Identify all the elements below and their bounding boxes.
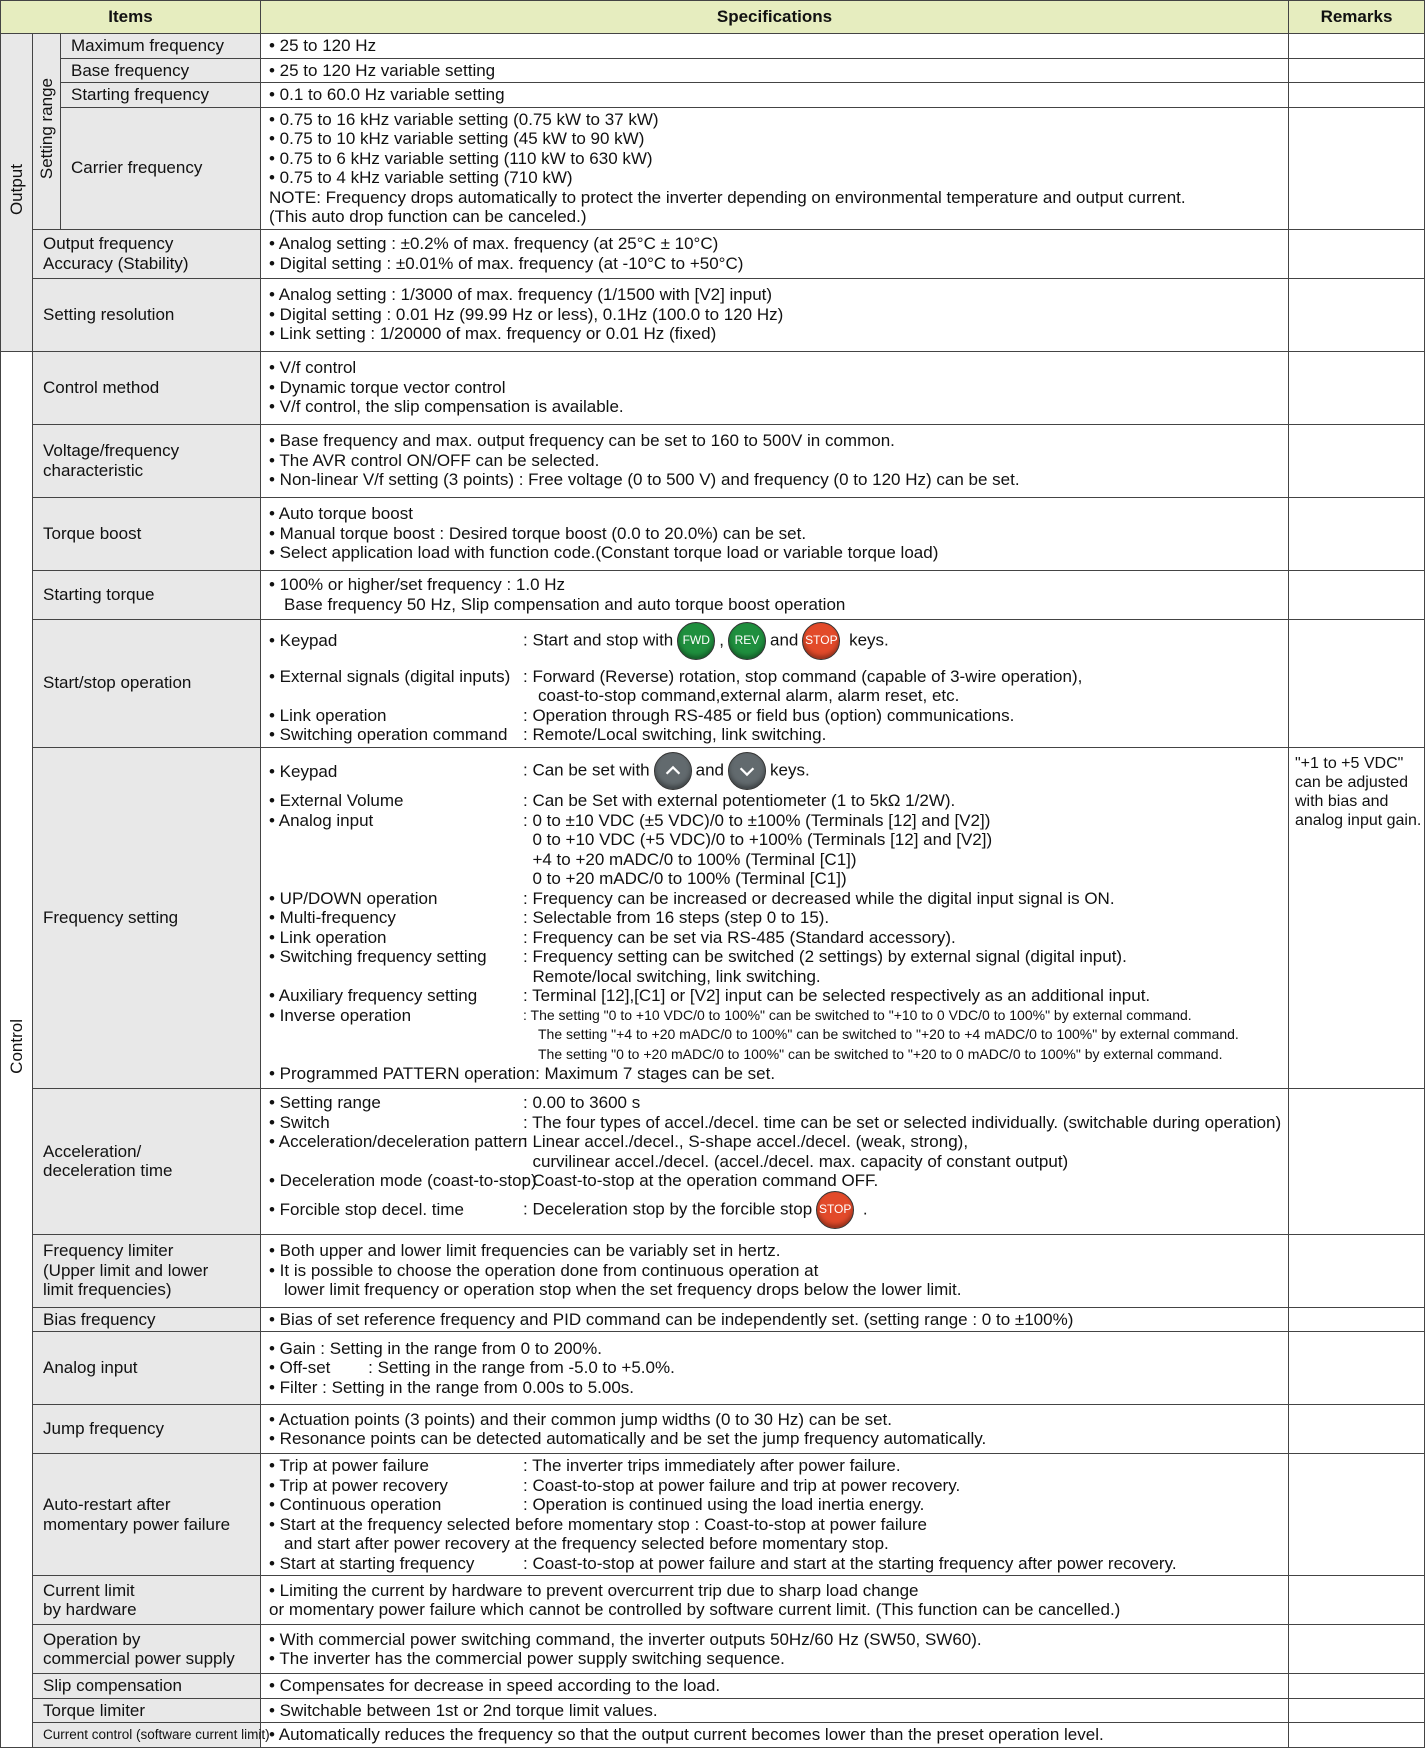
spec-cell: • 100% or higher/set frequency : 1.0 Hz Base frequency 50 Hz, Slip compensation and auto torque boost operation bbox=[261, 570, 1289, 619]
remark-cell: "+1 to +5 VDC" can be adjusted with bias and analog input gain. bbox=[1289, 747, 1425, 1088]
spec-line: • Multi-frequency : Selectable from 16 steps (step 0 to 15). bbox=[269, 908, 830, 928]
spec-cell: • Limiting the current by hardware to prevent overcurrent trip due to sharp load change or momentary power failure which cannot be controlled by software current limit. (This function can be cancelled.) bbox=[261, 1576, 1289, 1625]
table-row bbox=[1, 1405, 1425, 1454]
spec-line: • Auxiliary frequency setting : Terminal [12],[C1] or [V2] input can be selected respectively as an additional input. bbox=[269, 986, 1151, 1006]
down-key-icon bbox=[728, 752, 766, 790]
table-row bbox=[1, 570, 1425, 619]
spec-cell: • 25 to 120 Hz variable setting bbox=[261, 58, 1289, 83]
spec-line: curvilinear accel./decel. (accel./decel. max. capacity of constant output) bbox=[523, 1151, 1069, 1171]
spec-line: • Switching frequency setting : Frequency setting can be switched (2 settings) by external signal (digital input). bbox=[269, 947, 1127, 967]
spec-cell: • Setting range : 0.00 to 3600 s • Switch : The four types of accel./decel. time can be set or selected individually. (switchable during operation) • Acceleration/deceleration pattern : Linear accel./decel., S-shape accel./decel. (weak, strong), curvilinear accel./decel. (accel./decel. max. capacity of constant output) • Deceleration mode (coast-to-stop) : Coast-to-stop at the operation command OFF. • Forcible stop decel. time : Deceleration stop by the forcible stop STOP . bbox=[261, 1088, 1289, 1234]
item-label: Operation by commercial power supply bbox=[33, 1625, 261, 1674]
spec-line: 0 to +20 mADC/0 to 100% (Terminal [C1]) bbox=[523, 869, 847, 889]
spec-cell: • Keypad : Can be set with and keys. • External Volume : Can be Set with external potentiometer (1 to 5kΩ 1/2W). • Analog input : 0 to ±10 VDC (±5 VDC)/0 to ±100% (Terminals [12] and [V2]) 0 to +10 VDC (+5 VDC)/0 to +100% (Terminals [12] and [V2]) +4 to +20 mADC/0 to 100% (Terminal [C1]) 0 to +20 mADC/0 to 100% (Terminal [C1]) • UP/DOWN operation : Frequency can be increased or decreased while the digital input signal is ON. • Multi-frequency : Selectable from 16 steps (step 0 to 15). • Link operation : Frequency can be set via RS-485 (Standard accessory). • Switching frequency setting : Frequency setting can be switched (2 settings) by external signal (digital input). Remote/local switching, link switching. • Auxiliary frequency setting : Terminal [12],[C1] or [V2] input can be selected respectively as an additional input. • Inverse operation : The setting "0 to +10 VDC/0 to 100%" can be switched to "+10 to 0 VDC/0 to 100%" by external command. The setting "+4 to +20 mADC/0 to 100%" can be switched to "+20 to +4 mADC/0 to 100%" by external command. The setting "0 to +20 mADC/0 to 100%" can be switched to "+20 to 0 mADC/0 to 100%" by external command. • Programmed PATTERN operation: Maximum 7 stages can be set. bbox=[261, 747, 1289, 1088]
table-row bbox=[1, 424, 1425, 497]
spec-line: +4 to +20 mADC/0 to 100% (Terminal [C1]) bbox=[523, 849, 857, 869]
spec-line: • Deceleration mode (coast-to-stop) : Coast-to-stop at the operation command OFF. bbox=[269, 1171, 879, 1191]
header-specifications: Specifications bbox=[261, 1, 1289, 34]
spec-cell: • 0.1 to 60.0 Hz variable setting bbox=[261, 83, 1289, 108]
spec-cell: • Analog setting : ±0.2% of max. frequency (at 25°C ± 10°C) • Digital setting : ±0.01% of max. frequency (at -10°C to +50°C) bbox=[261, 229, 1289, 278]
table-row bbox=[1, 34, 1425, 59]
item-label: Jump frequency bbox=[33, 1405, 261, 1454]
spec-cell: • Both upper and lower limit frequencies can be variably set in hertz. • It is possible to choose the operation done from continuous operation at lower limit frequency or operation stop when the set frequency drops below the lower limit. bbox=[261, 1234, 1289, 1307]
table-row bbox=[1, 278, 1425, 351]
spec-cell: • Auto torque boost • Manual torque boost : Desired torque boost (0.0 to 20.0%) can be set. • Select application load with function code.(Constant torque load or variable torque load) bbox=[261, 497, 1289, 570]
item-label: Analog input bbox=[33, 1332, 261, 1405]
group-control: Control bbox=[1, 351, 33, 1747]
stop-key-icon: STOP bbox=[802, 622, 840, 660]
item-label: Torque boost bbox=[33, 497, 261, 570]
spec-line: Remote/local switching, link switching. bbox=[523, 966, 821, 986]
table-row bbox=[1, 1698, 1425, 1723]
table-row bbox=[1, 497, 1425, 570]
spec-line: • Trip at power recovery : Coast-to-stop at power failure and trip at power recovery. bbox=[269, 1475, 961, 1495]
spec-line: 0 to +10 VDC (+5 VDC)/0 to +100% (Terminals [12] and [V2]) bbox=[523, 830, 993, 850]
spec-line: • Continuous operation : Operation is continued using the load inertia energy. bbox=[269, 1495, 925, 1514]
header-row bbox=[1, 1, 1425, 34]
up-key-icon bbox=[654, 752, 692, 790]
spec-cell: • Analog setting : 1/3000 of max. frequency (1/1500 with [V2] input) • Digital setting : 0.01 Hz (99.99 Hz or less), 0.1Hz (100.0 to 120 Hz) • Link setting : 1/20000 of max. frequency or 0.01 Hz (fixed) bbox=[261, 278, 1289, 351]
table-row bbox=[1, 351, 1425, 424]
spec-line: • Trip at power failure : The inverter trips immediately after power failure. bbox=[269, 1456, 901, 1475]
table-row bbox=[1, 107, 1425, 229]
item-label: Setting resolution bbox=[33, 278, 261, 351]
spec-cell: • Compensates for decrease in speed according to the load. bbox=[261, 1674, 1289, 1699]
group-setting-range: Setting range bbox=[33, 34, 61, 230]
spec-line: • Setting range : 0.00 to 3600 s bbox=[269, 1093, 641, 1113]
item-label: Carrier frequency bbox=[61, 107, 261, 229]
item-label: Auto-restart after momentary power failure bbox=[33, 1454, 261, 1576]
spec-cell: • Automatically reduces the frequency so that the output current becomes lower than the preset operation level. bbox=[261, 1723, 1289, 1748]
stop-key-icon: STOP bbox=[816, 1191, 854, 1229]
item-label: Voltage/frequency characteristic bbox=[33, 424, 261, 497]
spec-line: • Acceleration/deceleration pattern : Linear accel./decel., S-shape accel./decel. (weak, strong), bbox=[269, 1132, 969, 1152]
item-label: Starting torque bbox=[33, 570, 261, 619]
spec-cell: • Gain : Setting in the range from 0 to 200%. • Off-set : Setting in the range from -5.0 to +5.0%. • Filter : Setting in the range from 0.00s to 5.00s. bbox=[261, 1332, 1289, 1405]
spec-line: • Link operation : Frequency can be set via RS-485 (Standard accessory). bbox=[269, 927, 956, 947]
table-row bbox=[1, 229, 1425, 278]
table-row bbox=[1, 1674, 1425, 1699]
item-label: Maximum frequency bbox=[61, 34, 261, 59]
table-row bbox=[1, 619, 1425, 747]
item-label: Output frequency Accuracy (Stability) bbox=[33, 229, 261, 278]
item-label: Start/stop operation bbox=[33, 619, 261, 747]
item-label: Slip compensation bbox=[33, 1674, 261, 1699]
spec-line: • External Volume : Can be Set with external potentiometer (1 to 5kΩ 1/2W). bbox=[269, 791, 956, 811]
spec-line: • Switch : The four types of accel./decel. time can be set or selected individually. (switchable during operation) bbox=[269, 1112, 1282, 1132]
spec-cell: • Actuation points (3 points) and their common jump widths (0 to 30 Hz) can be set. • Resonance points can be detected automatically and be set the jump frequency automatically. bbox=[261, 1405, 1289, 1454]
table-row bbox=[1, 58, 1425, 83]
spec-cell: • Trip at power failure : The inverter trips immediately after power failure. • Trip at power recovery : Coast-to-stop at power failure and trip at power recovery. • Continuous operation : Operation is continued using the load inertia energy. • Start at the frequency selected before momentary stop : Coast-to-stop at power failure and start after power recovery at the frequency selected before momentary stop. • Start at starting frequency : Coast-to-stop at power failure and start at the starting frequency after power recovery. bbox=[261, 1454, 1289, 1576]
spec-cell: • Keypad : Start and stop with FWD , REV and STOP keys. • External signals (digital inputs) : Forward (Reverse) rotation, stop command (capable of 3-wire operation), coast-to-stop command,external alarm, alarm reset, etc. • Link operation : Operation through RS-485 or field bus (option) communications. • Switching operation command : Remote/Local switching, link switching. bbox=[261, 619, 1289, 747]
item-label: Acceleration/ deceleration time bbox=[33, 1088, 261, 1234]
table-row bbox=[1, 1307, 1425, 1332]
table-row bbox=[1, 1088, 1425, 1234]
item-label: Base frequency bbox=[61, 58, 261, 83]
item-label: Current limit by hardware bbox=[33, 1576, 261, 1625]
table-row bbox=[1, 83, 1425, 108]
group-output: Output bbox=[1, 34, 33, 352]
table-row bbox=[1, 1625, 1425, 1674]
header-items: Items bbox=[1, 1, 261, 34]
table-row bbox=[1, 1723, 1425, 1748]
header-remarks: Remarks bbox=[1289, 1, 1425, 34]
fwd-key-icon: FWD bbox=[677, 622, 715, 660]
spec-line: • UP/DOWN operation : Frequency can be increased or decreased while the digital input signal is ON. bbox=[269, 888, 1115, 908]
table-row bbox=[1, 1332, 1425, 1405]
spec-line: • Analog input : 0 to ±10 VDC (±5 VDC)/0 to ±100% (Terminals [12] and [V2]) bbox=[269, 810, 991, 830]
spec-cell: • Bias of set reference frequency and PID command can be independently set. (setting range : 0 to ±100%) bbox=[261, 1307, 1289, 1332]
item-label: Torque limiter bbox=[33, 1698, 261, 1723]
spec-cell: • 25 to 120 Hz bbox=[261, 34, 1289, 59]
table-row bbox=[1, 1576, 1425, 1625]
table-row bbox=[1, 1234, 1425, 1307]
item-label: Frequency setting bbox=[33, 747, 261, 1088]
item-label: Starting frequency bbox=[61, 83, 261, 108]
spec-cell: • Base frequency and max. output frequency can be set to 160 to 500V in common. • The AVR control ON/OFF can be selected. • Non-linear V/f setting (3 points) : Free voltage (0 to 500 V) and frequency (0 to 120 Hz) can be set. bbox=[261, 424, 1289, 497]
rev-key-icon: REV bbox=[728, 622, 766, 660]
item-label: Bias frequency bbox=[33, 1307, 261, 1332]
spec-cell: • Switchable between 1st or 2nd torque limit values. bbox=[261, 1698, 1289, 1723]
table-row bbox=[1, 747, 1425, 1088]
table-row bbox=[1, 1454, 1425, 1576]
item-label: Frequency limiter (Upper limit and lower limit frequencies) bbox=[33, 1234, 261, 1307]
spec-cell: • With commercial power switching command, the inverter outputs 50Hz/60 Hz (SW50, SW60). • The inverter has the commercial power supply switching sequence. bbox=[261, 1625, 1289, 1674]
spec-cell: • 0.75 to 16 kHz variable setting (0.75 kW to 37 kW) • 0.75 to 10 kHz variable setting (45 kW to 90 kW) • 0.75 to 6 kHz variable setting (110 kW to 630 kW) • 0.75 to 4 kHz variable setting (710 kW) NOTE: Frequency drops automatically to protect the inverter depending on environmental temperature and output current. (This auto drop function can be canceled.) bbox=[261, 107, 1289, 229]
item-label: Control method bbox=[33, 351, 261, 424]
spec-cell: • V/f control • Dynamic torque vector control • V/f control, the slip compensation is available. bbox=[261, 351, 1289, 424]
item-label: Current control (software current limit) bbox=[33, 1723, 261, 1748]
